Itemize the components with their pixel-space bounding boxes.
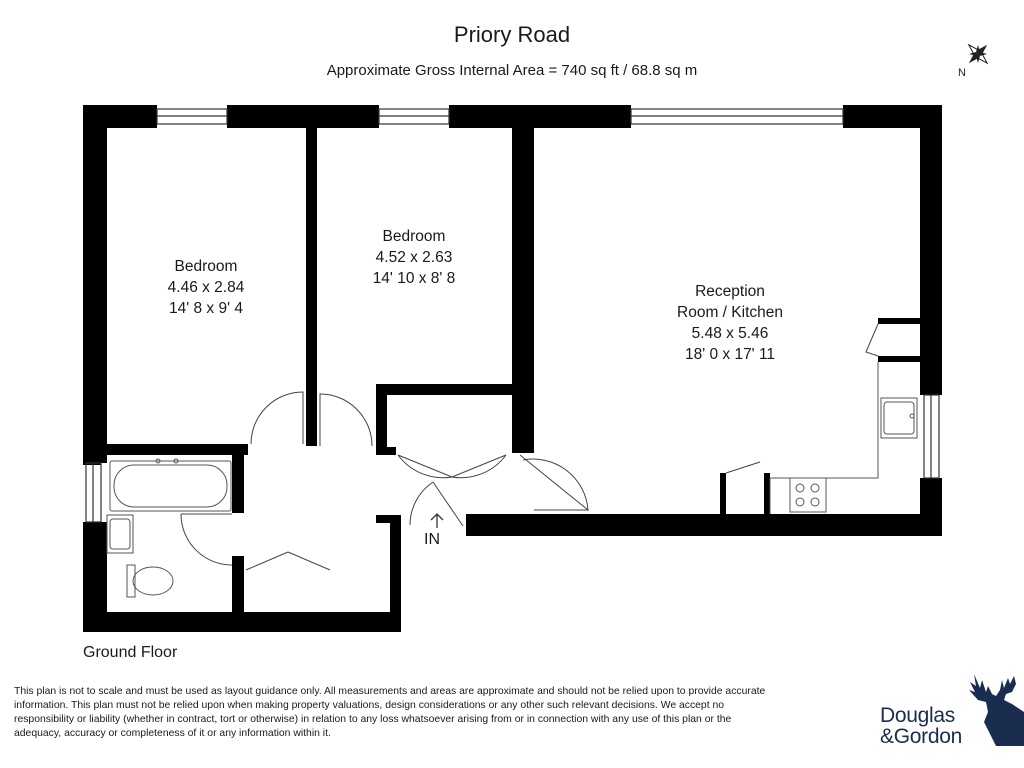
reception-imperial: 18' 0 x 17' 11 (684, 346, 776, 363)
brand-logo (880, 705, 962, 747)
reception-kitchen-label (646, 281, 814, 365)
bedroom-1-label (130, 256, 282, 319)
floor-label: Ground Floor (83, 644, 178, 661)
reception-name-line2: Room / Kitchen (677, 304, 783, 321)
bedroom-1-metric: 4.46 x 2.84 (167, 279, 245, 296)
brand-line2: &Gordon (880, 725, 962, 748)
bedroom-1-name: Bedroom (174, 258, 238, 275)
compass-north-label: N (958, 67, 966, 79)
reception-metric: 5.48 x 5.46 (691, 325, 769, 342)
brand-line1: Douglas (880, 704, 955, 727)
reception-name-line1: Reception (695, 283, 765, 300)
plan-title: Priory Road (453, 22, 571, 47)
bedroom-1-imperial: 14' 8 x 9' 4 (169, 300, 243, 317)
walls (83, 105, 942, 632)
entrance-label: IN (424, 531, 440, 548)
bedroom-2-metric: 4.52 x 2.63 (375, 249, 453, 266)
bedroom-2-label (338, 226, 490, 289)
bedroom-2-imperial: 14' 10 x 8' 8 (372, 270, 456, 287)
bedroom-2-name: Bedroom (382, 228, 446, 245)
stag-head-icon (966, 672, 1024, 746)
disclaimer-text: This plan is not to scale and must be used as layout guidance only. All measurements and areas are approximate and should not be relied upon to provide accurate information. This plan must not be relied upon when making property valuations, design considerations or any other such relevant decisions. We accept no responsibility or liability (whether in contract, tort or otherwise) in relation to any loss whatsoever arising from or in connection with any use of this plan or the adequacy, accuracy or completeness of it or any information within it. (14, 686, 766, 739)
gross-area-subtitle: Approximate Gross Internal Area = 740 sq ft / 68.8 sq m (326, 62, 698, 79)
